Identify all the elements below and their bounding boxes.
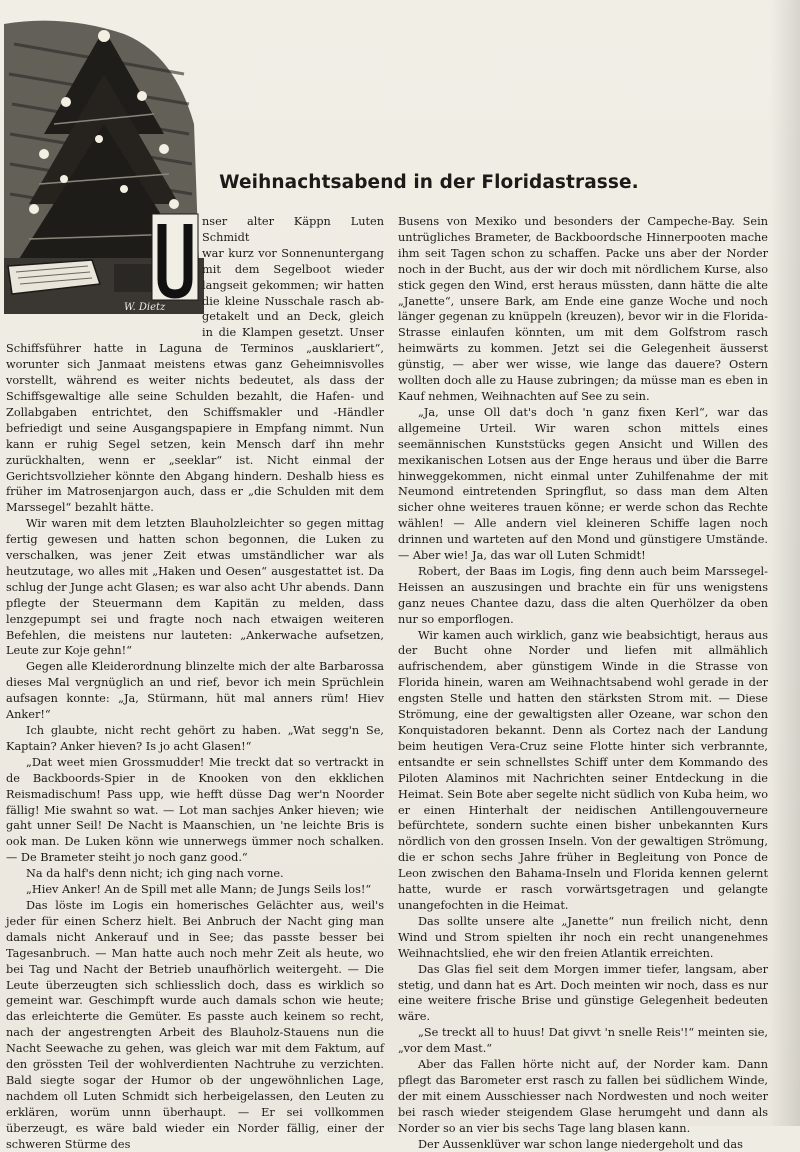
- text-column-left: [6, 214, 384, 1152]
- text-line: mit dem Segelboot wieder: [202, 262, 384, 276]
- text-line: war kurz vor Sonnenuntergang: [202, 246, 384, 260]
- paragraph: Das löste im Logis ein homerisches Gelächter aus, weil's jeder für einen Scherz hielt. Bei Anbruch der Nacht ging man damals nicht Ankerauf und in See; das passte besser bei Tagesanbruch. — Man hatte auch noch mehr Zeit als heute, wo bei Tag und Nacht der Betrieb unaufhörlich weitergeht. — Die Leute überzeugten sich schliesslich doch, dass es wirklich so gemeint war. Geschimpft wurde auch damals schon wie heute; das erleichterte die Gemüter. Es passte auch keinem so recht, nach der angestrengten Arbeit des Blauholz-Stauens nun die Nacht Seewache zu gehen, was gleich war mit dem Faktum, auf den grössten Teil der wohlverdienten Nachtruhe zu verzichten. Bald siegte sogar der Humor ob der ungewöhnlichen Lage, nachdem oll Luten Schmidt sich herbeigelassen, den Leuten zu erklären, worüm unnn überhaupt. — Er sei vollkommen überzeugt, es wäre bald wieder ein Norder fällig, einer der schweren Stürme des: [6, 898, 384, 1151]
- text-line: in die Klampen gesetzt. Unser: [202, 326, 384, 340]
- paragraph: Das sollte unsere alte „Janette“ nun freilich nicht, denn Wind und Strom spielten ihr noch ein recht unangenehmes Weihnachtslied, ehe wir den freien Atlantik erreichten.: [398, 914, 768, 960]
- paragraph: Robert, der Baas im Logis, fing denn auch beim Marssegel-Heissen an auszusingen und brachte ein für uns wenigstens ganz neues Chantee dazu, dass die alten Querhölzer da oben nur so emporflogen.: [398, 564, 768, 626]
- paragraph: Wir kamen auch wirklich, ganz wie beabsichtigt, heraus aus der Bucht ohne Norder und liefen mit allmählich aufrischendem, aber günstigem Winde in die Strasse von Florida hinein, waren am Weihnachtsabend wohl gerade in der engsten Stelle und hatten den stärksten Strom mit. — Diese Strömung, eine der gewaltigsten aller Ozeane, war schon den Konquistadoren bekannt. Denn als Cortez nach der Landung beim heutigen Vera-Cruz seine Flotte hinter sich verbrannte, entsandte er sein schnellstes Schiff unter dem Kommando des Piloten Alaminos mit Nachrichten seiner Entdeckung in die Heimat. Sein Bote aber segelte nicht südlich von Kuba heim, wo er einen Hinterhalt der neidischen Antillengouverneure befürchtete, sondern suchte einen bisher unbekannten Kurs nördlich von den grossen Inseln. Von der gewaltigen Strömung, die er schon sechs Jahre früher in Begleitung von Ponce de Leon zwischen den Bahama-Inseln und Florida kennen gelernt hatte, wurde er rasch vorwärtsgetragen und gelangte unangefochten in die Heimat.: [398, 628, 768, 912]
- paragraph: Busens von Mexiko und besonders der Campeche-Bay. Sein untrügliches Brameter, de Backboordsche Hinnerpooten mache ihm seit Tagen schon zu schaffen. Packe uns aber der Norder noch in der Bucht, aus der wir doch mit nördlichem Kurse, also stick gegen den Wind, erst heraus müssten, dann hätte die alte „Janette“, unsere Bark, am Ende eine ganze Woche und noch länger gegenan zu knüppeln (kreuzen), bevor wir in die Florida-Strasse einlaufen könnten, um mit dem Golfstrom rasch heimwärts zu kommen. Jetzt sei die Gelegenheit äusserst günstig, — aber wer wisse, wie lange das dauere? Ostern wollten doch alle zu Hause zubringen; da müsse man es eben in Kauf nehmen, Weihnachten auf See zu sein.: [398, 215, 768, 403]
- text-line: langseit gekommen; wir hatten: [202, 278, 384, 292]
- paragraph: „Dat weet mien Grossmudder! Mie treckt dat so vertrackt in de Backboords-Spier in de Knooken von den ekklichen Reismadischum! Pass upp, wie hefft düsse Dag wer'n Noorder fällig! Mie swahnt so wat. — Lot man sachjes Anker hieven; wie gaht unner Seil! De Nacht is Maanschien, un 'ne leichte Bris is ook man. De Luken könn wie unnerwegs ümmer noch schalken. — De Brameter steiht jo noch ganz good.“: [6, 755, 384, 865]
- text-column-right: [398, 214, 768, 1152]
- dropcap-wrapped-lines: [202, 214, 384, 341]
- text-line: die kleine Nusschale rasch ab-: [202, 294, 384, 308]
- paragraph: Schiffsführer hatte in Laguna de Terminos „ausklariert“, worunter sich Janmaat meistens etwas ganz Geheimnisvolles vorstellt, während es weiter nichts bedeutet, als dass der Schiffsgewaltige alle seine Schulden bezahlt, die Hafen- und Zollabgaben entrichtet, den Schiffsmakler und -Händler befriedigt und seine Ausgangspapiere in Empfang nimmt. Nun kann er ruhig Segel setzen, kein Mensch darf ihn mehr zurückhalten, wenn er „seeklar“ ist. Nicht einmal der Gerichtsvollzieher könnte den Abgang hindern. Deshalb hiess es früher im Matrosenjargon auch, dass er „die Schulden mit dem Marssegel“ bezahlt hätte.: [6, 342, 384, 515]
- paragraph: Wir waren mit dem letzten Blauholzleichter so gegen mittag fertig gewesen und hatten schon begonnen, die Luken zu verschalken, was jener Zeit etwas umständlicher war als heutzutage, wo alles mit „Haken und Oesen“ ausgestattet ist. Da schlug der Junge acht Glasen; es war also acht Uhr abends. Dann pflegte der Steuermann dem Kapitän zu melden, dass lenzgepumpt sei und fragte noch nach etwaigen weiteren Befehlen, die meistens nur lauteten: „Ankerwache aufsetzen, Leute zur Koje gehn!“: [6, 517, 384, 658]
- page-edge-shadow: [770, 0, 800, 1126]
- paragraph: Aber das Fallen hörte nicht auf, der Norder kam. Dann pflegt das Barometer erst rasch zu fallen bei südlichem Winde, der mit einem Ausschiesser nach Nordwesten und noch weiter bei rasch wieder steigendem Glase herumgeht und dann als Norder so an vier bis sechs Tage lang blasen kann.: [398, 1058, 768, 1135]
- paragraph: „Hiev Anker! An de Spill met alle Mann; de Jungs Seils los!“: [26, 883, 372, 897]
- paragraph: Ich glaubte, nicht recht gehört zu haben. „Wat segg'n Se, Kaptain? Anker hieven? Is jo acht Glasen!“: [6, 724, 384, 753]
- paragraph: „Ja, unse Oll dat's doch 'n ganz fixen Kerl“, war das allgemeine Urteil. Wir waren schon mittels eines seemännischen Kunststücks gegen Ansicht und Willen des mexikanischen Lotsen aus der Enge heraus und über die Barre hinweggekommen, nicht einmal unter Zuhilfenahme der mit Neumond eintretenden Springflut, so dass man dem Alten sicher ohne weiteres trauen könne; er werde schon das Rechte wählen! — Alle andern viel kleineren Schiffe lagen noch drinnen und warteten auf den Mond und günstigere Umstände. — Aber wie! Ja, das war oll Luten Schmidt!: [398, 405, 768, 563]
- illustration-signature: W. Dietz: [124, 302, 166, 313]
- paragraph: „Se treckt all to huus! Dat givvt 'n snelle Reis'!“ meinten sie, „vor dem Mast.“: [398, 1026, 768, 1056]
- paragraph: Na da half's denn nicht; ich ging nach vorne.: [26, 867, 284, 881]
- paragraph: Der Aussenklüver war schon lange niedergeholt und das: [418, 1137, 743, 1151]
- text-line: nser alter Käppn Luten Schmidt: [202, 215, 384, 244]
- paragraph: Das Glas fiel seit dem Morgen immer tiefer, langsam, aber stetig, und dann hat es Art. Doch meinten wir noch, dass es nur eine weitere frische Brise und günstige Gelegenheit bedeuten wäre.: [398, 962, 768, 1024]
- paragraph: Gegen alle Kleiderordnung blinzelte mich der alte Barbarossa dieses Mal vergnüglich an und rief, bevor ich mein Sprüchlein aufsagen konnte: „Ja, Stürmann, hüt mal anners rüm! Hiev Anker!“: [6, 660, 384, 722]
- text-line: getakelt und an Deck, gleich: [202, 310, 384, 324]
- article-title: Weihnachtsabend in der Floridastrasse.: [219, 172, 639, 193]
